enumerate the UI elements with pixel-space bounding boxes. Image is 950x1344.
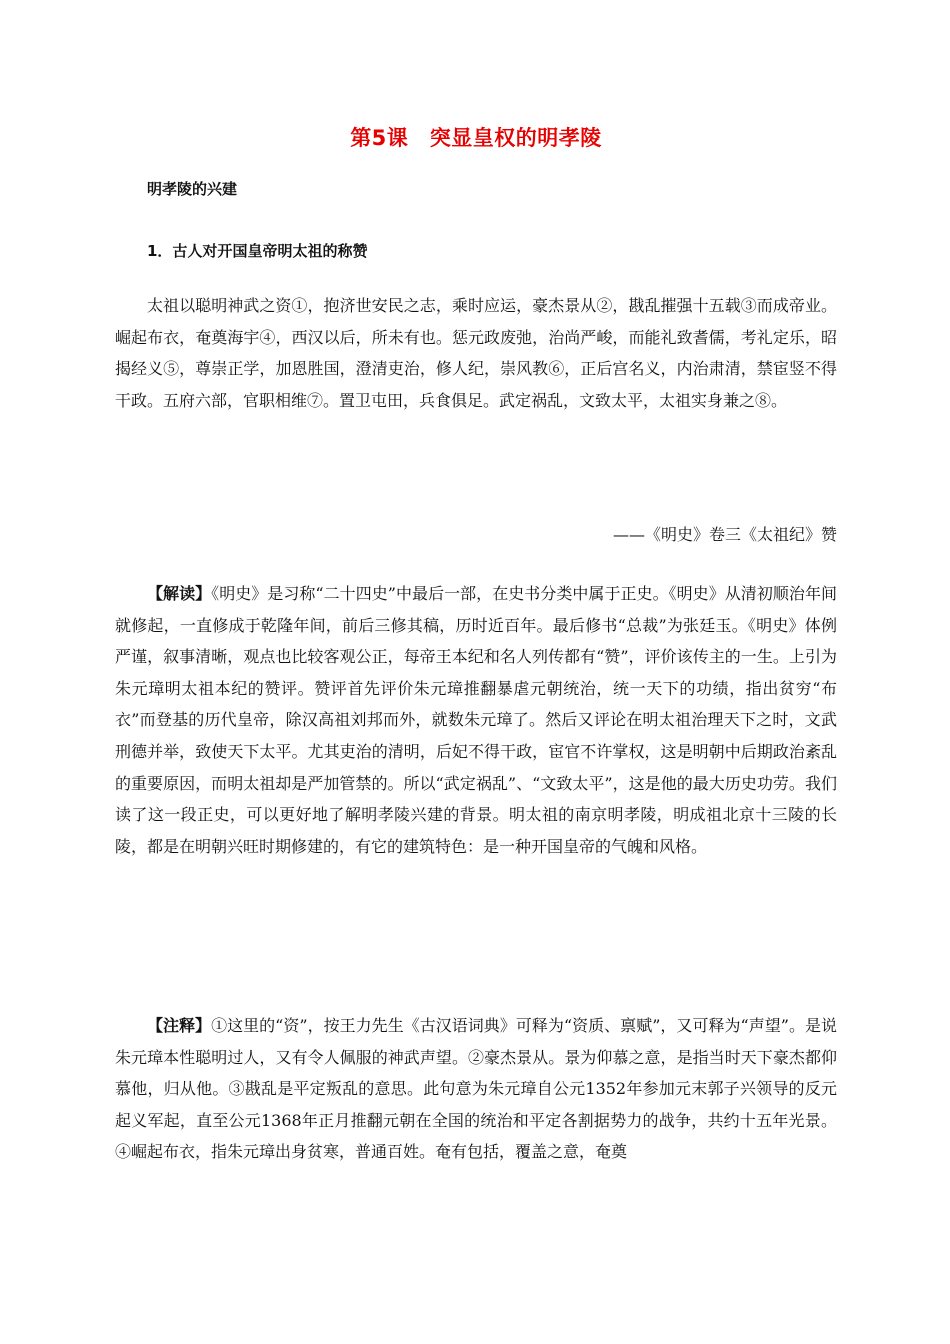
section-heading: 明孝陵的兴建 — [147, 180, 238, 198]
lesson-title: 第5课 突显皇权的明孝陵 — [350, 126, 602, 150]
sub-heading: 1．古人对开国皇帝明太祖的称赞 — [147, 242, 368, 260]
notes-text: ①这里的“资”，按王力先生《古汉语词典》可释为“资质、禀赋”，又可释为“声望”。是说朱元璋本性聪明过人，又有令人佩服的神武声望。②豪杰景从。景为仰慕之意，是指当时天下豪杰都仰慕他，归从他。③戡乱是平定叛乱的意思。此句意为朱元璋自公元1352年参加元末郭子兴领导的反元起义军起，直至公元1368年正月推翻元朝在全国的统治和平定各割据势力的战争，共约十五年光景。④崛起布衣，指朱元璋出身贫寒，普通百姓。奄有包括，覆盖之意，奄奠 — [115, 1016, 837, 1162]
reading-text: 《明史》是习称“二十四史”中最后一部，在史书分类中属于正史。《明史》从清初顺治年间就修起，一直修成于乾隆年间，前后三修其稿，历时近百年。最后修书“总裁”为张廷玉。《明史》体例严谨，叙事清晰，观点也比较客观公正，每帝王本纪和名人列传都有“赞”，评价该传主的一生。上引为朱元璋明太祖本纪的赞评。赞评首先评价朱元璋推翻暴虐元朝统治，统一天下的功绩，指出贫穷“布衣”而登基的历代皇帝，除汉高祖刘邦而外，就数朱元璋了。然后又评论在明太祖治理天下之时，文武刑德并举，致使天下太平。尤其吏治的清明，后妃不得干政，宦官不许掌权，这是明朝中后期政治紊乱的重要原因，而明太祖却是严加管禁的。所以“武定祸乱”、“文致太平”，这是他的最大历史功劳。我们读了这一段正史，可以更好地了解明孝陵兴建的背景。明太祖的南京明孝陵，明成祖北京十三陵的长陵，都是在明朝兴旺时期修建的，有它的建筑特色：是一种开国皇帝的气魄和风格。 — [115, 584, 837, 856]
reading-label: 【解读】 — [147, 584, 212, 603]
notes-paragraph — [115, 1010, 837, 1168]
notes-label: 【注释】 — [147, 1016, 212, 1035]
quote-source: ——《明史》卷三《太祖纪》赞 — [612, 525, 837, 544]
reading-paragraph — [115, 578, 837, 862]
quote-paragraph: 太祖以聪明神武之资①，抱济世安民之志，乘时应运，豪杰景从②，戡乱摧强十五载③而成帝业。崛起布衣，奄奠海宇④，西汉以后，所未有也。惩元政废弛，治尚严峻，而能礼致耆儒，考礼定乐，昭揭经义⑤，尊崇正学，加恩胜国，澄清吏治，修人纪，崇风教⑥，正后宫名义，内治肃清，禁宦竖不得干政。五府六部，官职相维⑦。置卫屯田，兵食俱足。武定祸乱，文致太平，太祖实身兼之⑧。 — [115, 296, 837, 410]
